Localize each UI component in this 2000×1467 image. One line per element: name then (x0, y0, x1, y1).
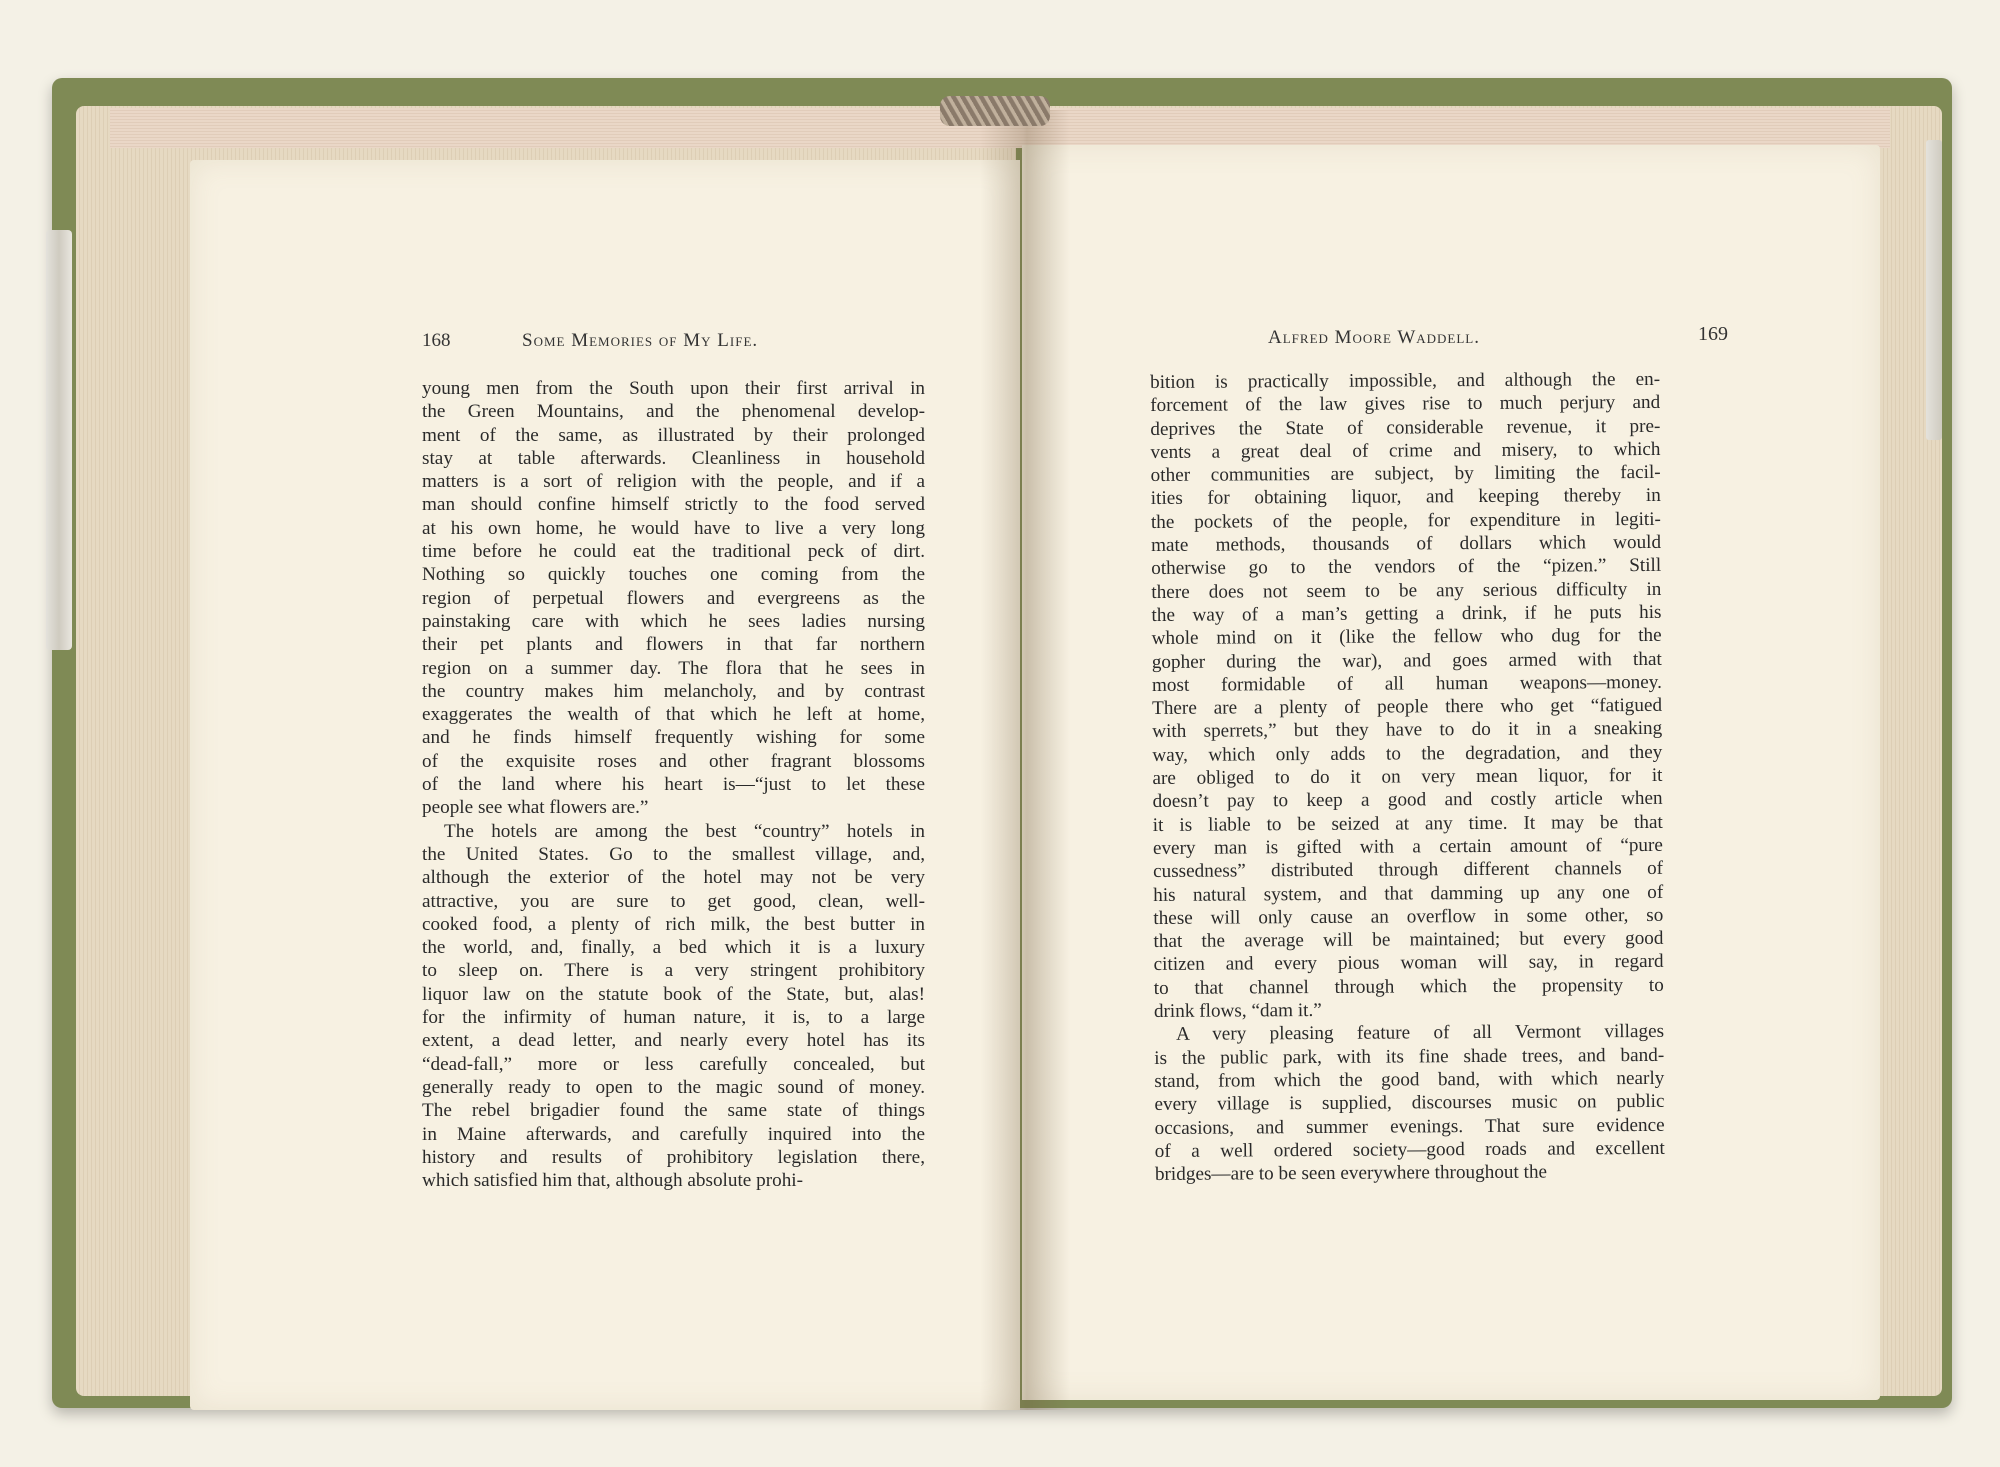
text-line: A very pleasing feature of all Vermont villages (1175, 1021, 1665, 1046)
text-line: gopher during the war), and goes armed with that (1151, 648, 1662, 673)
text-line: his natural system, and that damming up any one of (1153, 881, 1664, 906)
text-line: most formidable of all human weapons—money. (1151, 671, 1662, 696)
text-line: liquor law on the statute book of the State, but, alas! (422, 983, 925, 1005)
text-line: every village is supplied, discourses music on public (1154, 1091, 1665, 1116)
text-line: attractive, you are sure to get good, clean, well- (422, 890, 925, 912)
text-line: otherwise go to the vendors of the “pizen.” Still (1151, 555, 1662, 580)
right-running-head (1268, 323, 1728, 349)
text-line: in Maine afterwards, and carefully inquired into the (422, 1123, 925, 1145)
right-page-number: 169 (1698, 323, 1728, 345)
text-line: with sperrets,” but they have to do it in a sneaking (1152, 718, 1663, 743)
text-line: drink flows, “dam it.” (1153, 999, 1322, 1023)
text-line: history and results of prohibitory legislation there, (422, 1146, 925, 1168)
text-line: cooked food, a plenty of rich milk, the best butter in (422, 913, 925, 935)
text-line: to sleep on. There is a very stringent prohibitory (422, 960, 925, 982)
text-line: citizen and every pious woman will say, in regard (1153, 951, 1664, 976)
text-line: generally ready to open to the magic sound of money. (422, 1076, 925, 1098)
text-line: that the average will be maintained; but every good (1153, 927, 1664, 953)
text-line: vents a great deal of crime and misery, to which (1150, 438, 1661, 463)
text-line: ities for obtaining liquor, and keeping thereby in (1150, 485, 1661, 510)
text-line: the pockets of the people, for expenditure in legiti- (1150, 508, 1661, 533)
text-line: are obliged to do it on very mean liquor, for it (1152, 764, 1663, 790)
text-line: the Green Mountains, and the phenomenal develop- (422, 401, 925, 423)
text-line: deprives the State of considerable revenue, it pre- (1150, 415, 1661, 440)
text-line: occasions, and summer evenings. That sure evidence (1154, 1114, 1665, 1139)
text-line: other communities are subject, by limiting the facil- (1150, 462, 1661, 487)
text-line: the United States. Go to the smallest village, and, (422, 843, 925, 865)
text-line: every man is gifted with a certain amount of “pure (1152, 834, 1663, 859)
text-line: time before he could eat the traditional peck of dirt. (422, 541, 925, 563)
text-line: extent, a dead letter, and nearly every hotel has its (422, 1030, 925, 1052)
text-line: and he finds himself frequently wishing for some (422, 727, 925, 749)
left-running-head (422, 330, 902, 352)
text-line: their pet plants and flowers in that far northern (422, 634, 925, 656)
text-line: mate methods, thousands of dollars which would (1151, 531, 1662, 557)
text-line: bition is practically impossible, and although the en- (1150, 368, 1661, 393)
text-line: at his own home, he would have to live a very long (422, 517, 925, 539)
text-line: forcement of the law gives rise to much perjury and (1150, 392, 1661, 417)
text-line: bridges—are to be seen everywhere throughout the (1154, 1161, 1548, 1186)
text-line: although the exterior of the hotel may not be very (422, 867, 925, 889)
text-line: the country makes him melancholy, and by contrast (422, 680, 925, 702)
text-line: whole mind on it (like the fellow who dug for the (1151, 625, 1662, 650)
text-line: matters is a sort of religion with the people, and if a (422, 471, 925, 493)
book-gutter (980, 110, 1070, 1410)
text-line: of the land where his heart is—“just to let these (422, 774, 925, 796)
text-line: for the infirmity of human nature, it is, to a large (422, 1007, 925, 1029)
text-line: stay at table afterwards. Cleanliness in household (422, 447, 925, 469)
left-page-number: 168 (422, 330, 451, 351)
text-line: which satisfied him that, although absolute prohi- (422, 1170, 804, 1192)
text-line: these will only cause an overflow in some other, so (1153, 904, 1664, 929)
text-line: doesn’t pay to keep a good and costly article when (1152, 788, 1663, 813)
text-line: region of perpetual flowers and evergreens as the (422, 587, 925, 609)
text-line: way, which only adds to the degradation, and they (1152, 741, 1663, 766)
text-line: exaggerates the wealth of that which he left at home, (422, 704, 925, 726)
text-line: to that channel through which the propensity to (1153, 974, 1664, 999)
text-line: cussedness” distributed through different channels of (1152, 858, 1664, 883)
text-line: The rebel brigadier found the same state of things (422, 1100, 925, 1122)
text-line: of the exquisite roses and other fragrant blossoms (422, 750, 925, 772)
text-line: there does not seem to be any serious difficulty in (1151, 578, 1662, 603)
text-line: people see what flowers are.” (422, 797, 649, 819)
text-line: stand, from which the good band, with which nearly (1154, 1067, 1665, 1092)
right-page-body (1150, 368, 1665, 1186)
text-line: of a well ordered society—good roads and excellent (1154, 1137, 1665, 1162)
text-line: it is liable to be seized at any time. It may be that (1152, 811, 1663, 836)
text-line: region on a summer day. The flora that he sees in (422, 657, 925, 679)
text-line: Nothing so quickly touches one coming from the (422, 564, 925, 586)
right-running-title: Alfred Moore Waddell. (1268, 327, 1481, 348)
text-line: young men from the South upon their first arrival in (422, 378, 925, 399)
text-line: The hotels are among the best “country” hotels in (444, 820, 925, 842)
left-running-title: Some Memories of My Life. (522, 330, 759, 351)
text-line: the way of a man’s getting a drink, if he puts his (1151, 601, 1662, 626)
text-line: “dead-fall,” more or less carefully concealed, but (422, 1053, 925, 1075)
text-line: There are a plenty of people there who get “fatigued (1151, 695, 1663, 720)
book-headband (940, 96, 1050, 126)
left-page-body (422, 377, 925, 1192)
text-line: is the public park, with its fine shade trees, and band- (1154, 1044, 1665, 1069)
text-line: ment of the same, as illustrated by their prolonged (422, 424, 925, 446)
text-line: man should confine himself strictly to the food served (422, 494, 925, 516)
text-line: painstaking care with which he sees ladies nursing (422, 610, 925, 632)
ribbon-bookmark-right (1926, 140, 1942, 440)
ribbon-bookmark (46, 230, 72, 650)
text-line: the world, and, finally, a bed which it is a luxury (422, 937, 925, 959)
